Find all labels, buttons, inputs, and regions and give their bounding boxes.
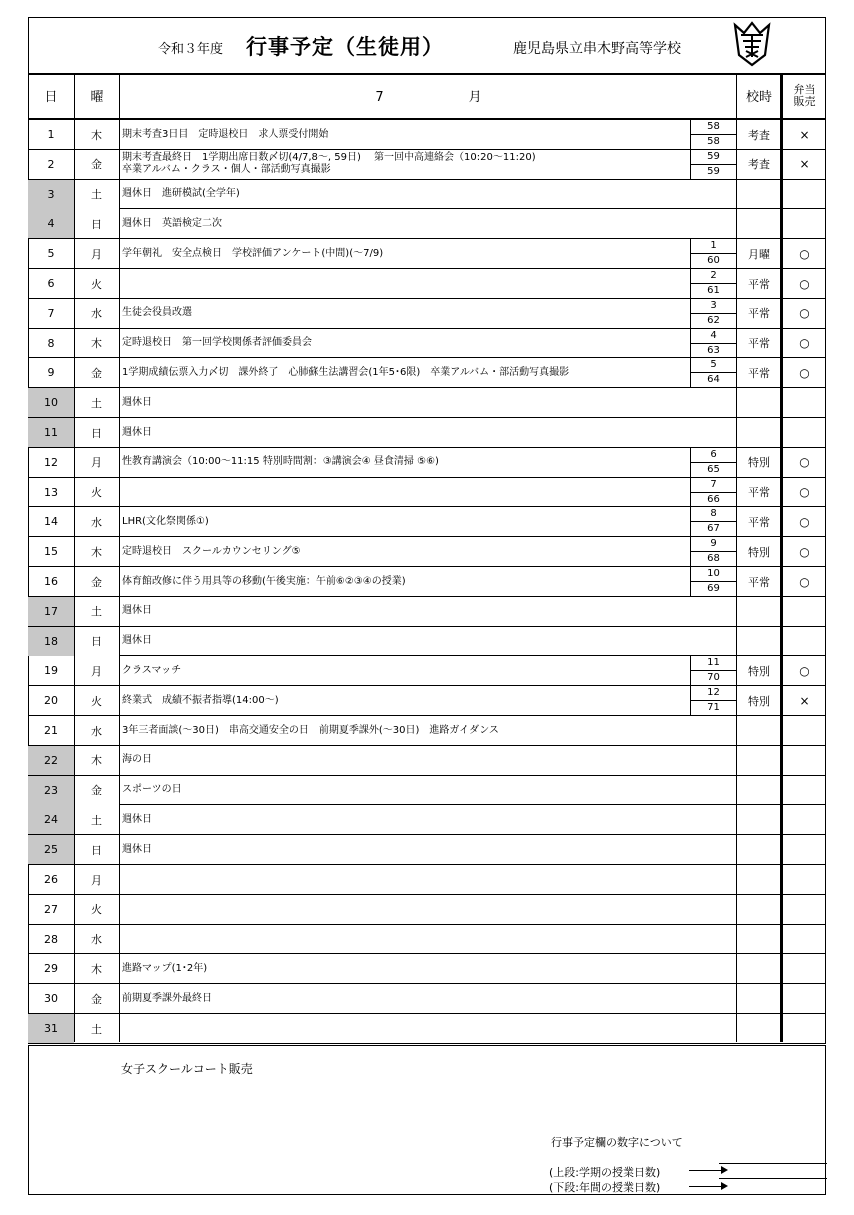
day-cell: 24 xyxy=(28,805,74,834)
table-row xyxy=(28,895,826,925)
bento-mark-cell xyxy=(783,746,826,775)
period-type-cell: 平常 xyxy=(748,515,770,529)
table-row xyxy=(28,776,826,806)
event-cell: 性教育講演会（10:00〜11:15 特別時間割：③講演会④ 昼食清掃 ⑤⑥) xyxy=(122,456,439,468)
period-type-cell xyxy=(737,597,781,626)
year-day-count: 58 xyxy=(707,136,720,147)
legend-title: 行事予定欄の数字について xyxy=(551,1136,683,1149)
col-header-koji: 校時 xyxy=(737,73,781,120)
col-header-bento xyxy=(783,73,826,120)
day-cell: 22 xyxy=(28,746,74,775)
day-cell: 28 xyxy=(44,932,58,946)
event-cell: 生徒会役員改選 xyxy=(122,307,192,319)
period-type-cell: 平常 xyxy=(748,575,770,589)
weekday-cell: 金 xyxy=(91,992,102,1006)
bento-mark-cell: ○ xyxy=(799,336,810,351)
table-row xyxy=(28,299,826,329)
event-cell: 週休日 xyxy=(122,813,152,825)
event-cell: 3年三者面談(〜30日) 串高交通安全の日 前期夏季課外(〜30日) 進路ガイダンス xyxy=(122,724,499,736)
class-day-count xyxy=(690,537,736,566)
period-type-cell xyxy=(737,209,781,238)
bento-mark-cell xyxy=(783,388,826,417)
event-cell: 週休日 xyxy=(122,426,152,438)
bento-mark-cell: ○ xyxy=(799,365,810,380)
table-row xyxy=(28,567,826,597)
event-cell: 週休日 xyxy=(122,843,152,855)
bento-mark-cell xyxy=(783,925,826,954)
page-title: 行事予定（生徒用） xyxy=(246,35,444,59)
table-row xyxy=(28,507,826,537)
weekday-cell: 土 xyxy=(74,1014,119,1043)
day-cell: 30 xyxy=(44,992,58,1006)
legend-box-line xyxy=(719,1163,827,1164)
bento-mark-cell xyxy=(783,180,826,209)
period-type-cell: 平常 xyxy=(748,337,770,351)
col-header-day: 日 xyxy=(28,73,74,120)
period-type-cell xyxy=(737,835,781,864)
table-row xyxy=(28,150,826,180)
school-emblem-icon xyxy=(732,21,772,67)
weekday-cell: 土 xyxy=(74,597,119,626)
day-cell: 5 xyxy=(47,247,55,261)
event-cell: 定時退校日 スクールカウンセリング⑤ xyxy=(122,545,301,557)
bento-mark-cell: ○ xyxy=(799,455,810,470)
period-type-cell: 平常 xyxy=(748,307,770,321)
bento-mark-cell: ○ xyxy=(799,276,810,291)
bento-mark-cell xyxy=(783,865,826,894)
event-cell xyxy=(120,269,690,298)
event-cell: 学年朝礼 安全点検日 学校評価アンケート(中間)(〜7/9) xyxy=(122,247,384,259)
period-type-cell: 特別 xyxy=(748,664,770,678)
bento-mark-cell xyxy=(783,984,826,1013)
event-cell xyxy=(120,865,690,894)
table-row xyxy=(28,984,826,1014)
weekday-cell: 月 xyxy=(91,664,102,678)
event-cell xyxy=(120,925,690,954)
class-day-count xyxy=(690,150,736,179)
table-row xyxy=(28,656,826,686)
term-day-count: 2 xyxy=(691,269,736,284)
bento-mark-cell xyxy=(783,597,826,626)
day-cell: 12 xyxy=(44,455,58,469)
event-cell xyxy=(120,1014,690,1043)
day-cell: 19 xyxy=(44,664,58,678)
bento-mark-cell xyxy=(783,954,826,983)
period-type-cell xyxy=(737,180,781,209)
weekday-cell: 土 xyxy=(74,180,119,209)
period-type-cell: 平常 xyxy=(748,277,770,291)
bento-mark-cell: × xyxy=(799,127,810,142)
day-cell: 29 xyxy=(44,962,58,976)
class-day-count xyxy=(690,478,736,507)
event-line: 卒業アルバム・クラス・個人・部活動写真撮影 xyxy=(122,164,331,176)
day-cell: 20 xyxy=(44,694,58,708)
period-type-cell xyxy=(737,895,781,924)
class-day-count xyxy=(690,120,736,149)
term-day-count: 1 xyxy=(691,239,736,254)
period-type-cell: 平常 xyxy=(748,486,770,500)
period-type-cell: 特別 xyxy=(748,694,770,708)
weekday-cell: 月 xyxy=(91,456,102,470)
period-type-cell xyxy=(737,954,781,983)
table-row xyxy=(28,180,826,210)
bento-mark-cell xyxy=(783,716,826,745)
footer-note: 女子スクールコート販売 xyxy=(121,1062,253,1076)
term-day-count: 9 xyxy=(691,537,736,552)
bento-mark-cell xyxy=(783,418,826,447)
footer-notes xyxy=(28,1045,826,1195)
weekday-cell: 木 xyxy=(91,962,102,976)
day-cell: 26 xyxy=(44,873,58,886)
weekday-cell: 金 xyxy=(91,575,102,589)
legend-arrow-line xyxy=(689,1186,722,1187)
term-day-count: 12 xyxy=(691,686,736,701)
weekday-cell: 木 xyxy=(74,746,119,775)
year-day-count: 63 xyxy=(707,344,720,356)
year-day-count: 60 xyxy=(707,255,720,267)
grid-line xyxy=(74,73,75,1042)
event-cell: 終業式 成績不振者指導(14:00〜) xyxy=(122,694,279,706)
weekday-cell: 土 xyxy=(74,805,119,834)
class-day-count xyxy=(690,686,736,715)
weekday-cell: 金 xyxy=(91,366,102,380)
event-cell: 週休日 進研模試(全学年) xyxy=(122,188,240,200)
table-row xyxy=(28,597,826,627)
legend-upper: (上段:学期の授業日数) xyxy=(549,1166,661,1179)
weekday-cell: 水 xyxy=(91,515,102,529)
title-bar xyxy=(28,17,826,75)
term-day-count: 59 xyxy=(691,150,736,165)
period-type-cell xyxy=(737,418,781,447)
table-row xyxy=(28,120,826,150)
table-row xyxy=(28,478,826,508)
table-row xyxy=(28,388,826,418)
day-cell: 17 xyxy=(28,597,74,626)
class-day-count xyxy=(690,239,736,268)
year-day-count: 70 xyxy=(707,672,720,684)
bento-mark-cell xyxy=(783,805,826,834)
period-type-cell xyxy=(737,805,781,834)
bento-mark-cell: ○ xyxy=(799,306,810,321)
event-cell xyxy=(120,895,690,924)
weekday-cell: 火 xyxy=(91,903,102,917)
year-day-count: 61 xyxy=(707,285,720,296)
table-row xyxy=(28,537,826,567)
bento-mark-cell: ○ xyxy=(799,485,810,500)
period-type-cell: 特別 xyxy=(748,545,770,559)
period-type-cell: 特別 xyxy=(748,456,770,470)
period-type-cell: 平常 xyxy=(748,366,770,380)
day-cell: 14 xyxy=(44,515,58,529)
col-header-dow: 曜 xyxy=(74,73,120,120)
table-row xyxy=(28,835,826,865)
day-cell: 10 xyxy=(28,388,74,417)
weekday-cell: 日 xyxy=(74,209,119,238)
bento-mark-cell: × xyxy=(799,157,810,172)
table-row xyxy=(28,865,826,895)
table-row xyxy=(28,627,826,657)
table-row xyxy=(28,954,826,984)
bento-mark-cell xyxy=(783,627,826,656)
bento-label-1: 弁当 xyxy=(793,82,816,96)
period-type-cell xyxy=(737,1014,781,1043)
weekday-cell: 月 xyxy=(91,247,102,261)
term-day-count: 3 xyxy=(691,299,736,314)
weekday-cell: 木 xyxy=(91,128,102,142)
table-row xyxy=(28,686,826,716)
table-row xyxy=(28,239,826,269)
class-day-count xyxy=(690,329,736,358)
weekday-cell: 日 xyxy=(74,418,119,447)
day-cell: 27 xyxy=(44,902,58,916)
term-day-count: 58 xyxy=(691,120,736,135)
class-day-count xyxy=(690,656,736,685)
school-name: 鹿児島県立串木野高等学校 xyxy=(513,41,681,57)
weekday-cell: 水 xyxy=(91,307,102,321)
weekday-cell: 金 xyxy=(91,158,102,172)
day-cell: 21 xyxy=(44,724,58,737)
term-day-count: 6 xyxy=(691,448,736,463)
class-day-count xyxy=(690,448,736,477)
bento-mark-cell xyxy=(783,835,826,864)
year-day-count: 71 xyxy=(707,702,720,714)
weekday-cell: 火 xyxy=(91,277,102,291)
class-day-count xyxy=(690,299,736,328)
bento-mark-cell: ○ xyxy=(799,663,810,678)
weekday-cell: 木 xyxy=(91,545,102,559)
event-cell: 週休日 英語検定二次 xyxy=(122,217,222,229)
arrow-right-icon xyxy=(721,1166,728,1174)
day-cell: 23 xyxy=(28,776,74,805)
period-type-cell xyxy=(737,984,781,1013)
year-day-count: 67 xyxy=(707,523,720,535)
day-cell: 16 xyxy=(44,575,58,588)
bento-mark-cell xyxy=(783,895,826,924)
day-cell: 25 xyxy=(28,835,74,864)
weekday-cell: 水 xyxy=(91,724,102,738)
weekday-cell: 日 xyxy=(74,835,119,864)
day-cell: 4 xyxy=(28,209,74,238)
weekday-cell: 火 xyxy=(91,486,102,500)
table-row xyxy=(28,1014,826,1044)
grid-line xyxy=(736,73,737,1042)
year-day-count: 66 xyxy=(707,493,720,505)
day-cell: 6 xyxy=(47,277,55,290)
period-type-cell xyxy=(737,776,781,805)
col-header-month: 7 月 xyxy=(120,73,737,120)
day-cell: 3 xyxy=(28,180,74,209)
event-cell xyxy=(120,478,690,507)
event-cell: 週休日 xyxy=(122,605,152,617)
legend-box-line xyxy=(719,1178,827,1179)
term-day-count: 8 xyxy=(691,507,736,522)
bento-mark-cell: ○ xyxy=(799,544,810,559)
event-cell: 前期夏季課外最終日 xyxy=(122,992,212,1004)
term-day-count: 11 xyxy=(691,656,736,671)
event-cell xyxy=(120,150,690,179)
event-cell: LHR(文化祭関係①) xyxy=(122,515,209,527)
term-day-count: 7 xyxy=(691,478,736,493)
weekday-cell: 木 xyxy=(91,337,102,351)
event-cell: 週休日 xyxy=(122,396,152,408)
table-row xyxy=(28,418,826,448)
period-type-cell xyxy=(737,716,781,745)
weekday-cell: 火 xyxy=(91,694,102,708)
term-day-count: 5 xyxy=(691,358,736,373)
table-row xyxy=(28,925,826,955)
table-row xyxy=(28,269,826,299)
event-cell: 海の日 xyxy=(122,754,152,766)
arrow-right-icon xyxy=(721,1182,728,1190)
bento-mark-cell xyxy=(783,1014,826,1043)
table-row xyxy=(28,209,826,239)
weekday-cell: 水 xyxy=(91,933,102,947)
event-cell: 定時退校日 第一回学校関係者評価委員会 xyxy=(122,337,312,349)
event-line: 期末考査最終日 1学期出席日数〆切(4/7,8〜, 59日) 第一回中高連絡会（10:20〜11:20) xyxy=(122,152,536,164)
fiscal-year: 令和３年度 xyxy=(158,42,224,57)
bento-label-2: 販売 xyxy=(793,94,816,108)
day-cell: 7 xyxy=(47,306,55,320)
period-type-cell xyxy=(737,627,781,656)
period-type-cell xyxy=(737,388,781,417)
bento-mark-cell: ○ xyxy=(799,574,810,589)
event-cell: 進路マップ(1･2年) xyxy=(122,962,208,974)
legend-lower: (下段:年間の授業日数) xyxy=(549,1181,661,1194)
year-day-count: 64 xyxy=(707,374,720,386)
legend-arrow-line xyxy=(689,1170,722,1171)
day-cell: 8 xyxy=(47,336,55,350)
day-cell: 11 xyxy=(28,418,74,447)
period-type-cell xyxy=(737,746,781,775)
event-cell: スポーツの日 xyxy=(122,784,182,796)
weekday-cell: 日 xyxy=(74,627,119,656)
bento-mark-cell xyxy=(783,209,826,238)
day-cell: 31 xyxy=(28,1014,74,1043)
grid-line xyxy=(119,73,120,1042)
bento-mark-cell xyxy=(783,776,826,805)
day-cell: 9 xyxy=(47,366,55,380)
table-row xyxy=(28,329,826,359)
table-row xyxy=(28,448,826,478)
class-day-count xyxy=(690,507,736,536)
term-day-count: 4 xyxy=(691,329,736,344)
table-row xyxy=(28,716,826,746)
term-day-count: 10 xyxy=(691,567,736,582)
bento-mark-cell: × xyxy=(799,693,810,708)
grid-line-thick xyxy=(780,73,783,1042)
day-cell: 1 xyxy=(47,128,55,141)
bento-mark-cell: ○ xyxy=(799,514,810,529)
year-day-count: 69 xyxy=(707,583,720,594)
year-day-count: 65 xyxy=(707,463,720,475)
table-row xyxy=(28,358,826,388)
day-cell: 18 xyxy=(28,627,74,656)
schedule-sheet xyxy=(28,17,826,1195)
year-day-count: 59 xyxy=(707,165,720,177)
table-row xyxy=(28,746,826,776)
event-cell: クラスマッチ xyxy=(122,664,182,676)
weekday-cell: 金 xyxy=(74,776,119,805)
event-cell: 期末考査3日目 定時退校日 求人票受付開始 xyxy=(122,128,329,140)
event-cell: 週休日 xyxy=(122,635,152,647)
period-type-cell xyxy=(737,925,781,954)
event-cell: 1学期成績伝票入力〆切 課外終了 心肺蘇生法講習会(1年5･6限) 卒業アルバム・部活動写真撮影 xyxy=(122,366,570,378)
period-type-cell: 月曜 xyxy=(748,247,770,261)
year-day-count: 62 xyxy=(707,314,720,326)
period-type-cell xyxy=(737,865,781,894)
period-type-cell: 考査 xyxy=(748,128,770,142)
year-day-count: 68 xyxy=(707,553,720,565)
bento-mark-cell: ○ xyxy=(799,246,810,261)
event-cell: 体育館改修に伴う用具等の移動(午後実施：午前⑥②③④の授業) xyxy=(122,575,406,587)
class-day-count xyxy=(690,358,736,387)
day-cell: 2 xyxy=(47,157,55,171)
day-cell: 15 xyxy=(44,545,58,559)
class-day-count xyxy=(690,567,736,596)
table-row xyxy=(28,805,826,835)
class-day-count xyxy=(690,269,736,298)
day-cell: 13 xyxy=(44,485,58,499)
period-type-cell: 考査 xyxy=(748,158,770,172)
weekday-cell: 月 xyxy=(91,873,102,887)
weekday-cell: 土 xyxy=(74,388,119,417)
